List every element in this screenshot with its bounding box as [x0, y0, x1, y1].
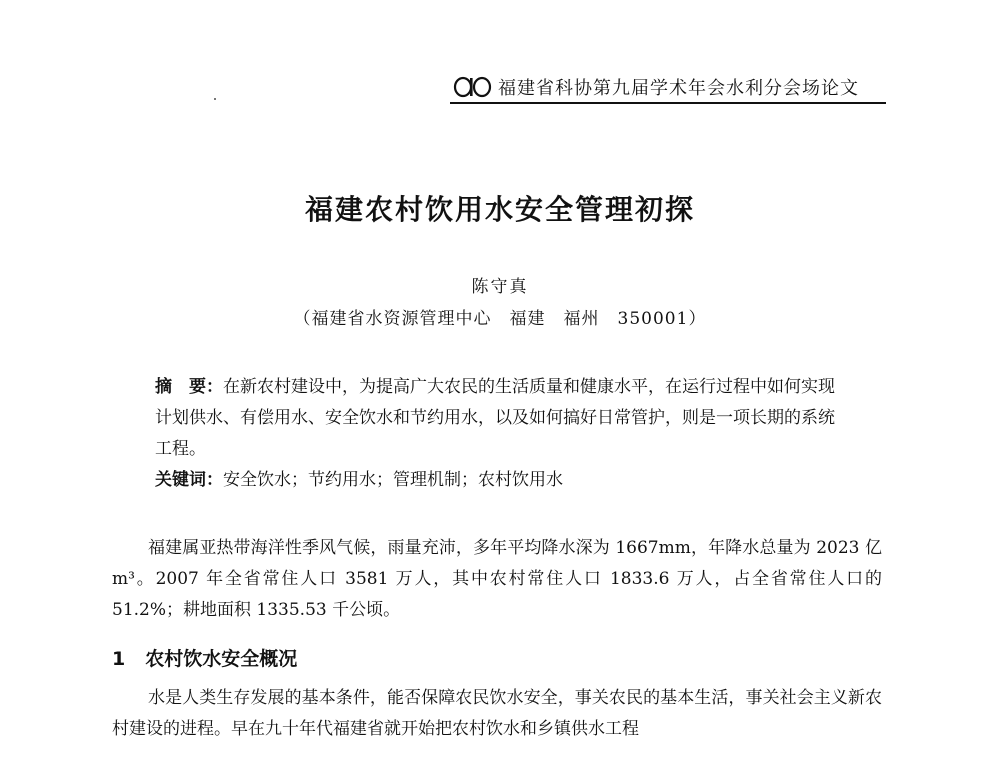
body-paragraph-2: 水是人类生存发展的基本条件，能否保障农民饮水安全，事关农民的基本生活，事关社会主义新农村建设的进程。早在九十年代福建省就开始把农村饮水和乡镇供水工程: [112, 688, 882, 739]
keywords-label: 关键词：: [155, 470, 223, 490]
author-affiliation: （福建省水资源管理中心 福建 福州 350001）: [293, 309, 707, 329]
running-header: [450, 74, 886, 104]
keywords: [155, 465, 845, 496]
body-paragraph-1: 福建属亚热带海洋性季风气候，雨量充沛，多年平均降水深为 1667mm，年降水总量为 2023 亿 m³。2007 年全省常住人口 3581 万人，其中农村常住人口 1833.6 万人，占全省常住人口的 51.2%；耕地面积 1335.53 千公顷。: [112, 538, 882, 620]
author-name: 陈守真: [471, 277, 529, 297]
conference-logo-icon: [452, 76, 492, 98]
section-title: 农村饮水安全概况: [145, 648, 298, 670]
abstract-label: 摘 要：: [155, 377, 223, 397]
section-heading-1: [112, 644, 297, 671]
journal-name: 福建省科协第九届学术年会水利分会场论文: [498, 78, 859, 99]
abstract: [155, 372, 845, 465]
scan-speck: [214, 98, 216, 100]
keywords-text: 安全饮水；节约用水；管理机制；农村饮用水: [223, 470, 563, 490]
abstract-text: 在新农村建设中，为提高广大农民的生活质量和健康水平，在运行过程中如何实现计划供水、有偿用水、安全饮水和节约用水，以及如何搞好日常管护，则是一项长期的系统工程。: [155, 377, 835, 459]
paper-title: 福建农村饮用水安全管理初探: [304, 193, 695, 226]
section-number: 1: [112, 648, 126, 670]
